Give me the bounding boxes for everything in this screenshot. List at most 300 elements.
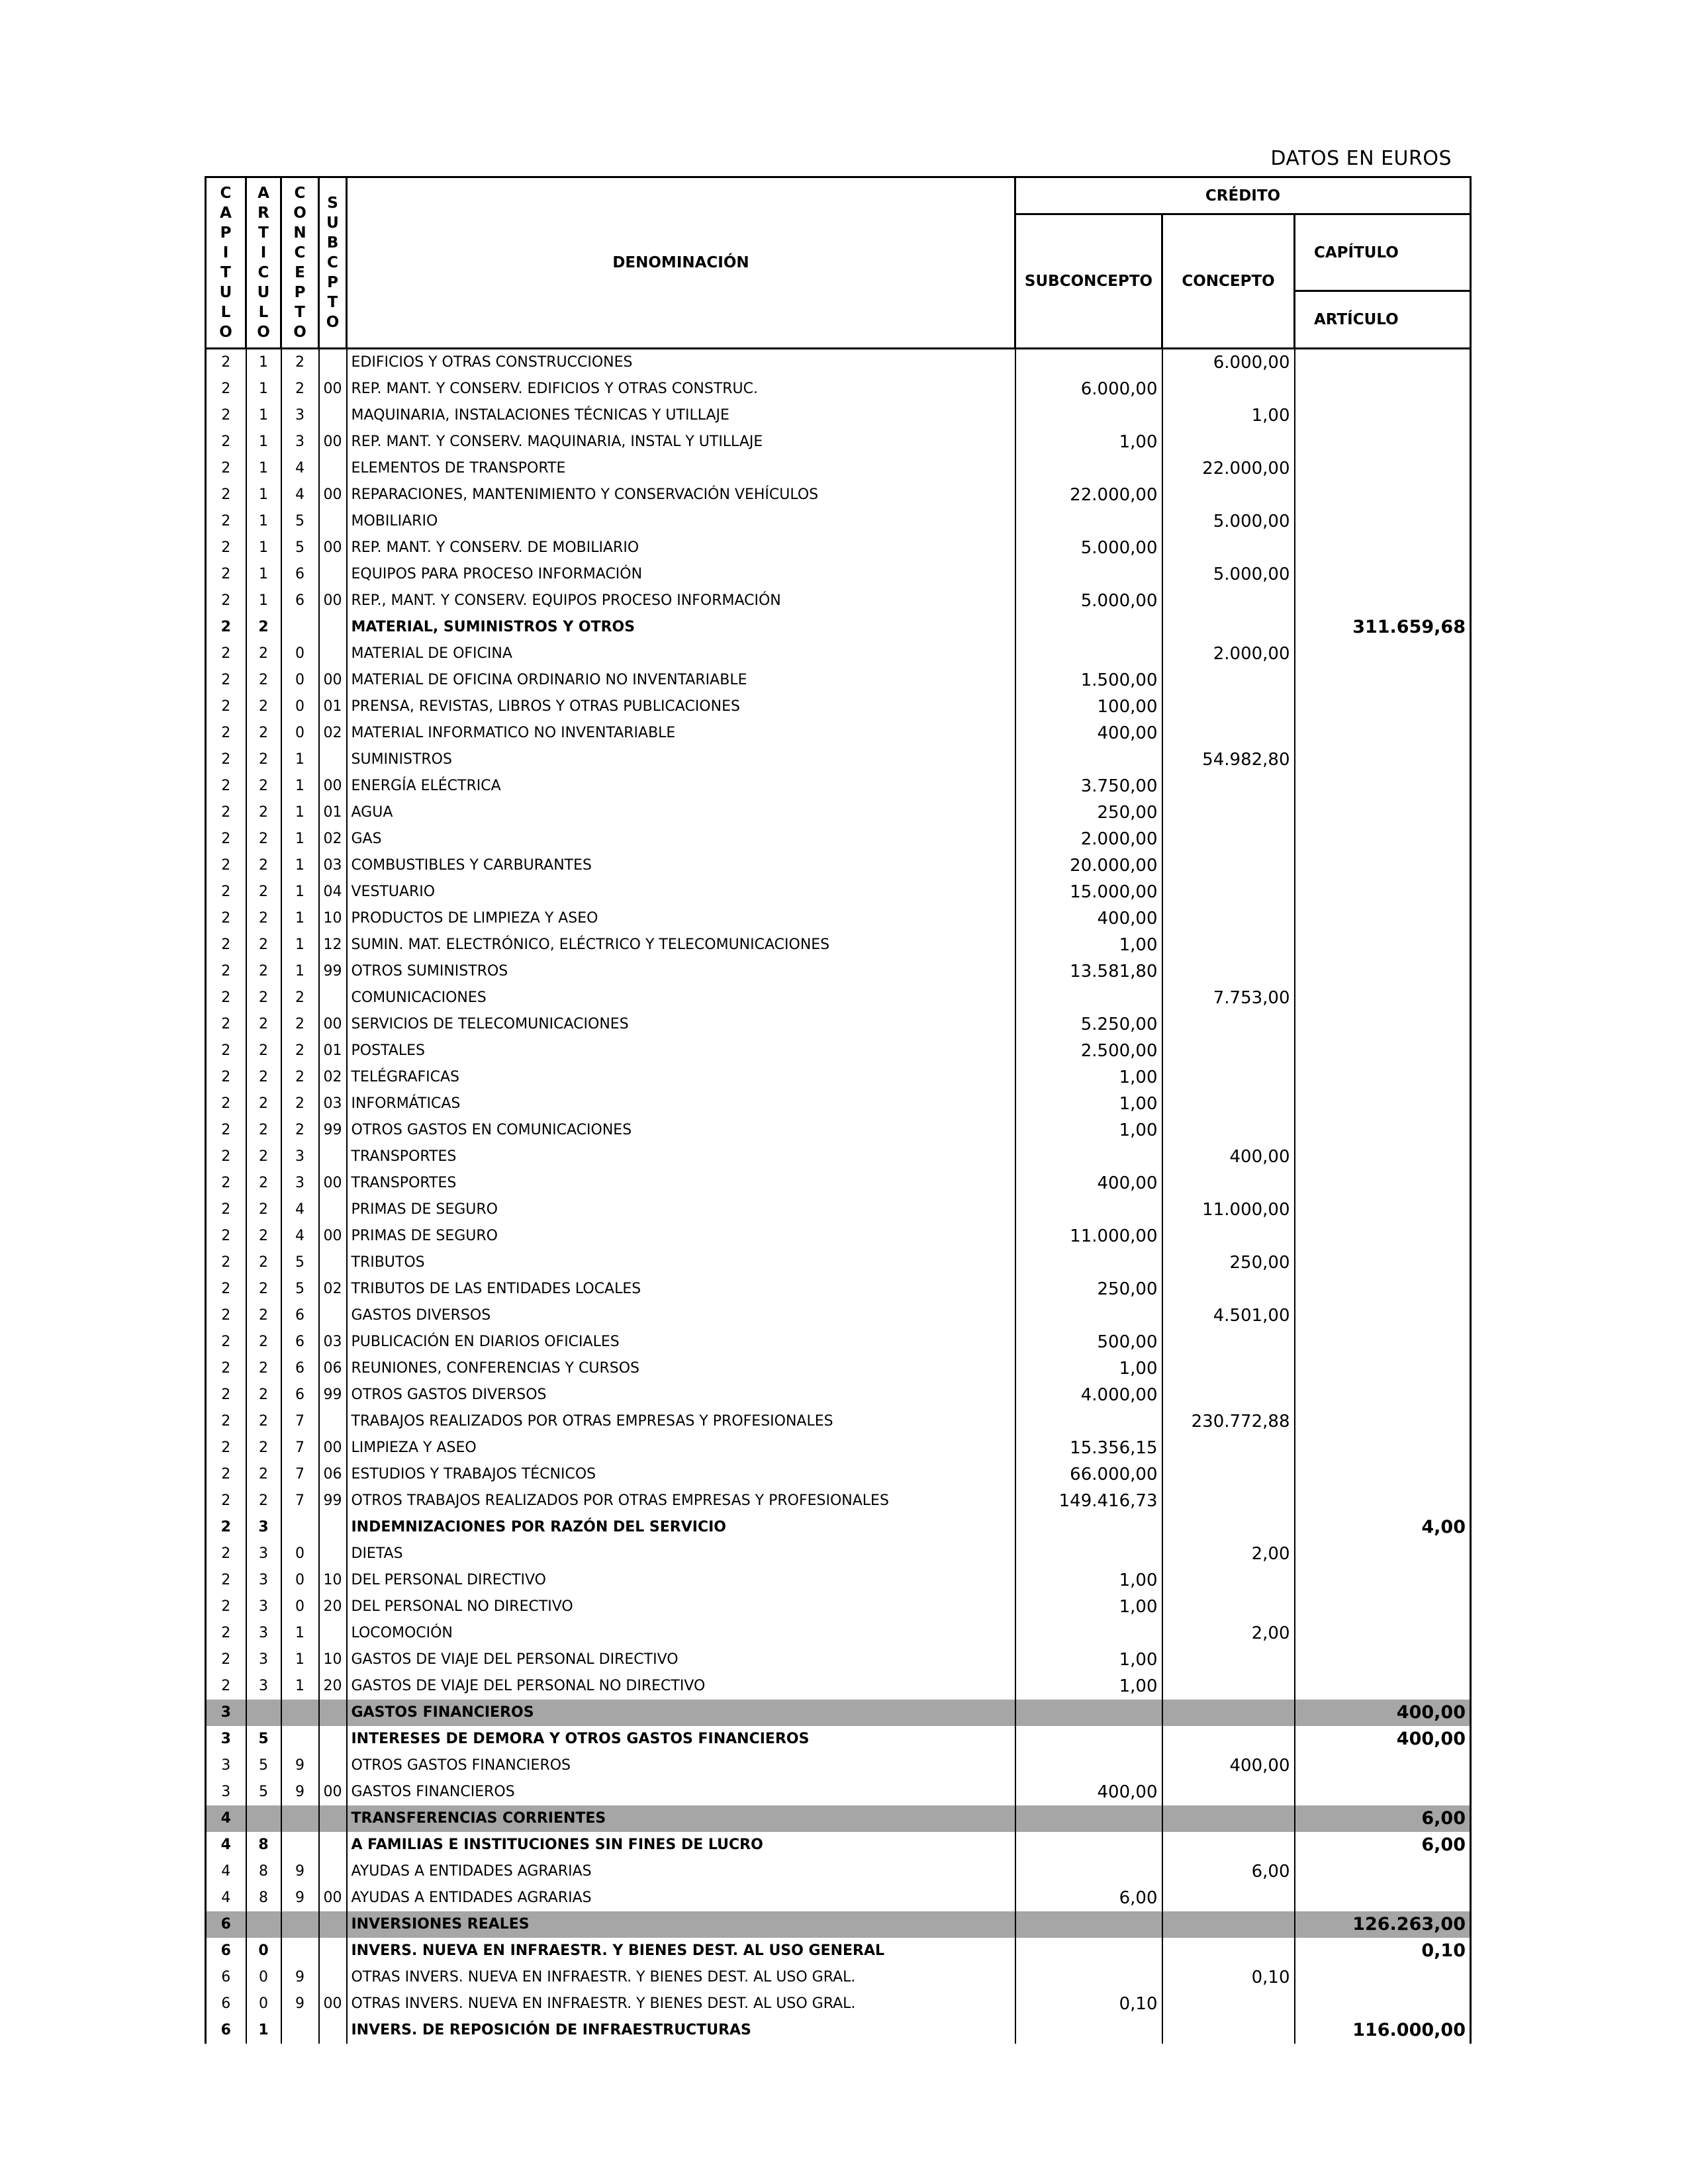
articulo-cell: 2 [246, 667, 281, 694]
concepto-column-header: CONCEPTO [1162, 214, 1295, 349]
units-label: DATOS EN EUROS [1270, 147, 1452, 170]
concepto-cell: 6 [281, 1302, 319, 1329]
capitulo-value: 6,00 [1295, 1832, 1471, 1858]
concepto-value [1162, 1461, 1295, 1488]
capitulo-cell: 2 [206, 747, 246, 773]
table-row [206, 349, 1471, 377]
table-header [206, 177, 1471, 349]
concepto-cell: 9 [281, 1779, 319, 1805]
capitulo-cell: 2 [206, 535, 246, 561]
concepto-cell: 7 [281, 1435, 319, 1461]
subconcepto-cell: 02 [319, 826, 347, 852]
header-letter: O [326, 314, 340, 331]
capitulo-cell: 2 [206, 1514, 246, 1541]
denominacion-cell: LIMPIEZA Y ASEO [347, 1435, 1015, 1461]
denominacion-cell: PRODUCTOS DE LIMPIEZA Y ASEO [347, 905, 1015, 932]
header-letter: P [220, 224, 232, 242]
concepto-cell [281, 1514, 319, 1541]
articulo-cell: 1 [246, 402, 281, 429]
subconcepto-value: 20.000,00 [1015, 852, 1162, 879]
subconcepto-value [1015, 1197, 1162, 1223]
concepto-value [1162, 1223, 1295, 1250]
articulo-cell: 2 [246, 879, 281, 905]
subconcepto-cell: 00 [319, 1011, 347, 1038]
subconcepto-cell [319, 1832, 347, 1858]
capitulo-value [1295, 905, 1471, 932]
subconcepto-value: 13.581,80 [1015, 958, 1162, 985]
denominacion-cell: EQUIPOS PARA PROCESO INFORMACIÓN [347, 561, 1015, 588]
capitulo-cell: 2 [206, 1250, 246, 1276]
concepto-cell: 0 [281, 694, 319, 720]
capitulo-value [1295, 1488, 1471, 1514]
articulo-cell: 2 [246, 958, 281, 985]
subconcepto-cell [319, 614, 347, 641]
subconcepto-value: 15.356,15 [1015, 1435, 1162, 1461]
articulo-cell: 2 [246, 1144, 281, 1170]
concepto-value [1162, 614, 1295, 641]
capitulo-value [1295, 1382, 1471, 1408]
capitulo-cell: 4 [206, 1858, 246, 1885]
capitulo-value [1295, 535, 1471, 561]
articulo-cell: 2 [246, 905, 281, 932]
concepto-cell [281, 2017, 319, 2044]
subconcepto-value: 0,10 [1015, 1991, 1162, 2017]
articulo-cell: 2 [246, 1382, 281, 1408]
concepto-value: 54.982,80 [1162, 747, 1295, 773]
concepto-cell: 5 [281, 535, 319, 561]
header-letter: A [220, 205, 232, 222]
concepto-cell: 1 [281, 932, 319, 958]
subconcepto-value: 1.500,00 [1015, 667, 1162, 694]
subconcepto-value: 11.000,00 [1015, 1223, 1162, 1250]
subconcepto-cell [319, 561, 347, 588]
capitulo-value: 6,00 [1295, 1805, 1471, 1832]
concepto-value [1162, 1435, 1295, 1461]
subconcepto-cell: 10 [319, 1647, 347, 1673]
subconcepto-value: 1,00 [1015, 1091, 1162, 1117]
table-row [206, 535, 1471, 561]
table-row [206, 1144, 1471, 1170]
subconcepto-column-header: SUBCONCEPTO [1015, 214, 1162, 349]
header-letter: O [257, 324, 270, 341]
capitulo-cell: 2 [206, 879, 246, 905]
articulo-cell [246, 1805, 281, 1832]
concepto-value [1162, 1064, 1295, 1091]
subconcepto-cell [319, 1514, 347, 1541]
concepto-cell: 2 [281, 1064, 319, 1091]
header-letter: C [327, 254, 338, 271]
subconcepto-value [1015, 1302, 1162, 1329]
concepto-cell: 5 [281, 1250, 319, 1276]
table-row [206, 1223, 1471, 1250]
table-row [206, 1117, 1471, 1144]
capitulo-cell: 2 [206, 985, 246, 1011]
articulo-cell: 2 [246, 1223, 281, 1250]
denominacion-cell: AGUA [347, 799, 1015, 826]
capitulo-value [1295, 1620, 1471, 1647]
subconcepto-cell: 02 [319, 1276, 347, 1302]
denominacion-cell: LOCOMOCIÓN [347, 1620, 1015, 1647]
concepto-cell: 0 [281, 1541, 319, 1567]
table-row [206, 958, 1471, 985]
header-letter: N [293, 224, 306, 242]
table-row [206, 1461, 1471, 1488]
subconcepto-cell: 02 [319, 1064, 347, 1091]
table-row [206, 985, 1471, 1011]
concepto-value [1162, 1038, 1295, 1064]
articulo-cell: 2 [246, 720, 281, 747]
capitulo-cell: 2 [206, 1620, 246, 1647]
header-letter: C [294, 244, 306, 261]
concepto-cell: 2 [281, 1038, 319, 1064]
concepto-cell: 2 [281, 1117, 319, 1144]
concepto-value: 11.000,00 [1162, 1197, 1295, 1223]
header-letter: O [293, 324, 306, 341]
articulo-cell: 2 [246, 1197, 281, 1223]
articulo-cell: 1 [246, 2017, 281, 2044]
table-row [206, 932, 1471, 958]
articulo-cell: 1 [246, 508, 281, 535]
subconcepto-value: 250,00 [1015, 799, 1162, 826]
concepto-cell [281, 1700, 319, 1726]
subconcepto-value: 400,00 [1015, 1779, 1162, 1805]
subconcepto-value [1015, 1541, 1162, 1567]
denominacion-cell: REP. MANT. Y CONSERV. MAQUINARIA, INSTAL Y UTILLAJE [347, 429, 1015, 455]
capitulo-value: 400,00 [1295, 1700, 1471, 1726]
capitulo-value [1295, 1567, 1471, 1594]
concepto-cell: 9 [281, 1752, 319, 1779]
concepto-cell [281, 1805, 319, 1832]
table-row [206, 1700, 1471, 1726]
header-letter: L [258, 304, 269, 321]
subconcepto-value: 15.000,00 [1015, 879, 1162, 905]
denominacion-cell: OTRAS INVERS. NUEVA EN INFRAESTR. Y BIENES DEST. AL USO GRAL. [347, 1964, 1015, 1991]
subconcepto-cell: 99 [319, 958, 347, 985]
subconcepto-value [1015, 1408, 1162, 1435]
subconcepto-value: 400,00 [1015, 720, 1162, 747]
header-letter: I [260, 244, 267, 261]
capitulo-value [1295, 1752, 1471, 1779]
capitulo-value [1295, 429, 1471, 455]
concepto-value [1162, 1938, 1295, 1964]
capitulo-cell: 2 [206, 1197, 246, 1223]
concepto-value [1162, 535, 1295, 561]
concepto-cell [281, 1911, 319, 1938]
articulo-cell: 2 [246, 747, 281, 773]
table-row [206, 376, 1471, 402]
concepto-cell: 1 [281, 958, 319, 985]
concepto-value: 2,00 [1162, 1620, 1295, 1647]
concepto-cell [281, 1938, 319, 1964]
capitulo-cell: 2 [206, 641, 246, 667]
capitulo-value [1295, 1223, 1471, 1250]
denominacion-cell: TRIBUTOS DE LAS ENTIDADES LOCALES [347, 1276, 1015, 1302]
capitulo-value [1295, 799, 1471, 826]
concepto-cell: 2 [281, 1011, 319, 1038]
capitulo-cell: 3 [206, 1752, 246, 1779]
table-row [206, 1594, 1471, 1620]
capitulo-cell: 2 [206, 349, 246, 377]
articulo-cell: 2 [246, 852, 281, 879]
articulo-cell: 2 [246, 1250, 281, 1276]
capitulo-value [1295, 1647, 1471, 1673]
subconcepto-cell: 20 [319, 1594, 347, 1620]
concepto-cell: 0 [281, 667, 319, 694]
concepto-value [1162, 482, 1295, 508]
concepto-value [1162, 1673, 1295, 1700]
subconcepto-cell [319, 1700, 347, 1726]
denominacion-cell: OTROS SUMINISTROS [347, 958, 1015, 985]
table-row [206, 879, 1471, 905]
capitulo-value: 126.263,00 [1295, 1911, 1471, 1938]
capitulo-cell: 2 [206, 1223, 246, 1250]
concepto-value [1162, 1700, 1295, 1726]
capitulo-value [1295, 1302, 1471, 1329]
table-row [206, 1991, 1471, 2017]
denominacion-cell: DEL PERSONAL NO DIRECTIVO [347, 1594, 1015, 1620]
articulo-cell: 8 [246, 1885, 281, 1911]
subconcepto-cell [319, 1541, 347, 1567]
capitulo-value [1295, 773, 1471, 799]
subconcepto-cell [319, 349, 347, 377]
concepto-value: 5.000,00 [1162, 561, 1295, 588]
denominacion-cell: A FAMILIAS E INSTITUCIONES SIN FINES DE LUCRO [347, 1832, 1015, 1858]
concepto-cell: 7 [281, 1488, 319, 1514]
capitulo-value: 116.000,00 [1295, 2017, 1471, 2044]
subconcepto-cell [319, 402, 347, 429]
capitulo-cell: 6 [206, 1964, 246, 1991]
concepto-value [1162, 932, 1295, 958]
concepto-cell: 6 [281, 1329, 319, 1355]
capitulo-value [1295, 376, 1471, 402]
table-row [206, 1726, 1471, 1752]
concepto-cell: 1 [281, 852, 319, 879]
subconcepto-cell: 00 [319, 1223, 347, 1250]
articulo-cell: 3 [246, 1647, 281, 1673]
table-row [206, 1673, 1471, 1700]
concepto-cell: 4 [281, 455, 319, 482]
capitulo-value [1295, 588, 1471, 614]
denominacion-cell: INTERESES DE DEMORA Y OTROS GASTOS FINANCIEROS [347, 1726, 1015, 1752]
denominacion-cell: TRANSPORTES [347, 1170, 1015, 1197]
concepto-value [1162, 958, 1295, 985]
capitulo-value [1295, 747, 1471, 773]
capitulo-value [1295, 1435, 1471, 1461]
capitulo-value [1295, 932, 1471, 958]
capitulo-cell: 2 [206, 799, 246, 826]
denominacion-cell: SUMIN. MAT. ELECTRÓNICO, ELÉCTRICO Y TELECOMUNICACIONES [347, 932, 1015, 958]
capitulo-cell: 3 [206, 1700, 246, 1726]
capitulo-value [1295, 1170, 1471, 1197]
denominacion-cell: INVERS. NUEVA EN INFRAESTR. Y BIENES DEST. AL USO GENERAL [347, 1938, 1015, 1964]
table-row [206, 1752, 1471, 1779]
table-row [206, 773, 1471, 799]
concepto-value [1162, 588, 1295, 614]
capitulo-cell: 2 [206, 1329, 246, 1355]
subconcepto-value [1015, 1726, 1162, 1752]
concepto-value: 6.000,00 [1162, 349, 1295, 377]
concepto-cell: 2 [281, 1091, 319, 1117]
subconcepto-value: 149.416,73 [1015, 1488, 1162, 1514]
table-body [206, 349, 1471, 2044]
concepto-cell: 4 [281, 1197, 319, 1223]
articulo-cell: 3 [246, 1620, 281, 1647]
subconcepto-value: 400,00 [1015, 905, 1162, 932]
articulo-cell: 2 [246, 826, 281, 852]
denominacion-cell: DEL PERSONAL DIRECTIVO [347, 1567, 1015, 1594]
subconcepto-value: 250,00 [1015, 1276, 1162, 1302]
articulo-cell: 3 [246, 1594, 281, 1620]
capitulo-value: 311.659,68 [1295, 614, 1471, 641]
concepto-value [1162, 905, 1295, 932]
concepto-cell: 0 [281, 1567, 319, 1594]
capitulo-cell: 4 [206, 1885, 246, 1911]
subconcepto-value: 1,00 [1015, 1567, 1162, 1594]
subconcepto-cell: 00 [319, 376, 347, 402]
subconcepto-cell: 00 [319, 667, 347, 694]
concepto-value [1162, 720, 1295, 747]
denominacion-cell: ENERGÍA ELÉCTRICA [347, 773, 1015, 799]
header-letter: U [219, 284, 232, 301]
subconcepto-cell: 00 [319, 429, 347, 455]
table-row [206, 482, 1471, 508]
subconcepto-value [1015, 1752, 1162, 1779]
subconcepto-cell: 01 [319, 1038, 347, 1064]
subconcepto-value: 66.000,00 [1015, 1461, 1162, 1488]
concepto-value: 2.000,00 [1162, 641, 1295, 667]
subconcepto-value [1015, 2017, 1162, 2044]
capitulo-cell: 2 [206, 1567, 246, 1594]
capitulo-cell: 2 [206, 1276, 246, 1302]
table-row [206, 1064, 1471, 1091]
capitulo-value [1295, 402, 1471, 429]
subconcepto-value: 1,00 [1015, 429, 1162, 455]
capitulo-cell: 2 [206, 852, 246, 879]
concepto-cell: 9 [281, 1991, 319, 2017]
concepto-value [1162, 1329, 1295, 1355]
table-row [206, 1382, 1471, 1408]
subconcepto-cell: 99 [319, 1117, 347, 1144]
table-row [206, 508, 1471, 535]
denominacion-cell: SERVICIOS DE TELECOMUNICACIONES [347, 1011, 1015, 1038]
header-letter: O [293, 205, 306, 222]
table-row [206, 1885, 1471, 1911]
articulo-cell: 2 [246, 1117, 281, 1144]
concepto-value [1162, 1594, 1295, 1620]
capitulo-value [1295, 349, 1471, 377]
articulo-cell: 2 [246, 1170, 281, 1197]
subconcepto-cell: 00 [319, 535, 347, 561]
capitulo-value [1295, 958, 1471, 985]
concepto-value [1162, 1488, 1295, 1514]
subconcepto-cell [319, 1938, 347, 1964]
concepto-value: 250,00 [1162, 1250, 1295, 1276]
capitulo-cell: 3 [206, 1726, 246, 1752]
capitulo-cell: 2 [206, 1117, 246, 1144]
capitulo-cell: 2 [206, 455, 246, 482]
header-letter: U [326, 214, 339, 232]
concepto-value [1162, 1091, 1295, 1117]
articulo-cell: 3 [246, 1567, 281, 1594]
concepto-value [1162, 799, 1295, 826]
articulo-cell: 2 [246, 1488, 281, 1514]
subconcepto-value: 1,00 [1015, 1117, 1162, 1144]
denominacion-cell: PRIMAS DE SEGURO [347, 1197, 1015, 1223]
denominacion-cell: PRIMAS DE SEGURO [347, 1223, 1015, 1250]
denominacion-cell: GAS [347, 826, 1015, 852]
table-row [206, 1276, 1471, 1302]
articulo-cell: 2 [246, 1461, 281, 1488]
concepto-cell [281, 1832, 319, 1858]
subconcepto-cell: 99 [319, 1488, 347, 1514]
subconcepto-value [1015, 349, 1162, 377]
capitulo-value [1295, 482, 1471, 508]
concepto-value: 1,00 [1162, 402, 1295, 429]
table-row [206, 561, 1471, 588]
articulo-cell: 2 [246, 1011, 281, 1038]
subconcepto-cell: 00 [319, 773, 347, 799]
subconcepto-cell: 00 [319, 1991, 347, 2017]
table-row [206, 1250, 1471, 1276]
capitulo-value [1295, 508, 1471, 535]
articulo-cell: 0 [246, 1991, 281, 2017]
table-row [206, 905, 1471, 932]
subconcepto-cell: 00 [319, 1885, 347, 1911]
table-row [206, 1408, 1471, 1435]
concepto-cell: 6 [281, 561, 319, 588]
denominacion-cell: TRABAJOS REALIZADOS POR OTRAS EMPRESAS Y PROFESIONALES [347, 1408, 1015, 1435]
denominacion-cell: ESTUDIOS Y TRABAJOS TÉCNICOS [347, 1461, 1015, 1488]
table-row [206, 747, 1471, 773]
subconcepto-value [1015, 1250, 1162, 1276]
capitulo-cell: 2 [206, 1355, 246, 1382]
capitulo-cell: 2 [206, 1064, 246, 1091]
subconcepto-cell [319, 1911, 347, 1938]
capitulo-value [1295, 720, 1471, 747]
concepto-cell: 7 [281, 1408, 319, 1435]
capitulo-cell: 2 [206, 402, 246, 429]
denominacion-cell: MATERIAL INFORMATICO NO INVENTARIABLE [347, 720, 1015, 747]
concepto-value [1162, 1355, 1295, 1382]
capitulo-value [1295, 1091, 1471, 1117]
table-row [206, 1514, 1471, 1541]
subconcepto-cell [319, 1805, 347, 1832]
subconcepto-value [1015, 1805, 1162, 1832]
table-row [206, 1197, 1471, 1223]
table-row [206, 2017, 1471, 2044]
subconcepto-value [1015, 1858, 1162, 1885]
denominacion-cell: EDIFICIOS Y OTRAS CONSTRUCCIONES [347, 349, 1015, 377]
concepto-value [1162, 1726, 1295, 1752]
concepto-cell: 9 [281, 1858, 319, 1885]
header-letter: R [258, 205, 269, 222]
subconcepto-value [1015, 614, 1162, 641]
table-row [206, 1779, 1471, 1805]
articulo-cell: 1 [246, 429, 281, 455]
concepto-cell: 3 [281, 1144, 319, 1170]
denominacion-cell: TRANSPORTES [347, 1144, 1015, 1170]
articulo-cell: 2 [246, 799, 281, 826]
concepto-cell: 0 [281, 641, 319, 667]
articulo-cell: 1 [246, 482, 281, 508]
table-row [206, 641, 1471, 667]
denominacion-cell: REP., MANT. Y CONSERV. EQUIPOS PROCESO INFORMACIÓN [347, 588, 1015, 614]
concepto-value [1162, 376, 1295, 402]
subconcepto-value: 6,00 [1015, 1885, 1162, 1911]
capitulo-value [1295, 1329, 1471, 1355]
table-row [206, 1355, 1471, 1382]
concepto-cell: 9 [281, 1885, 319, 1911]
